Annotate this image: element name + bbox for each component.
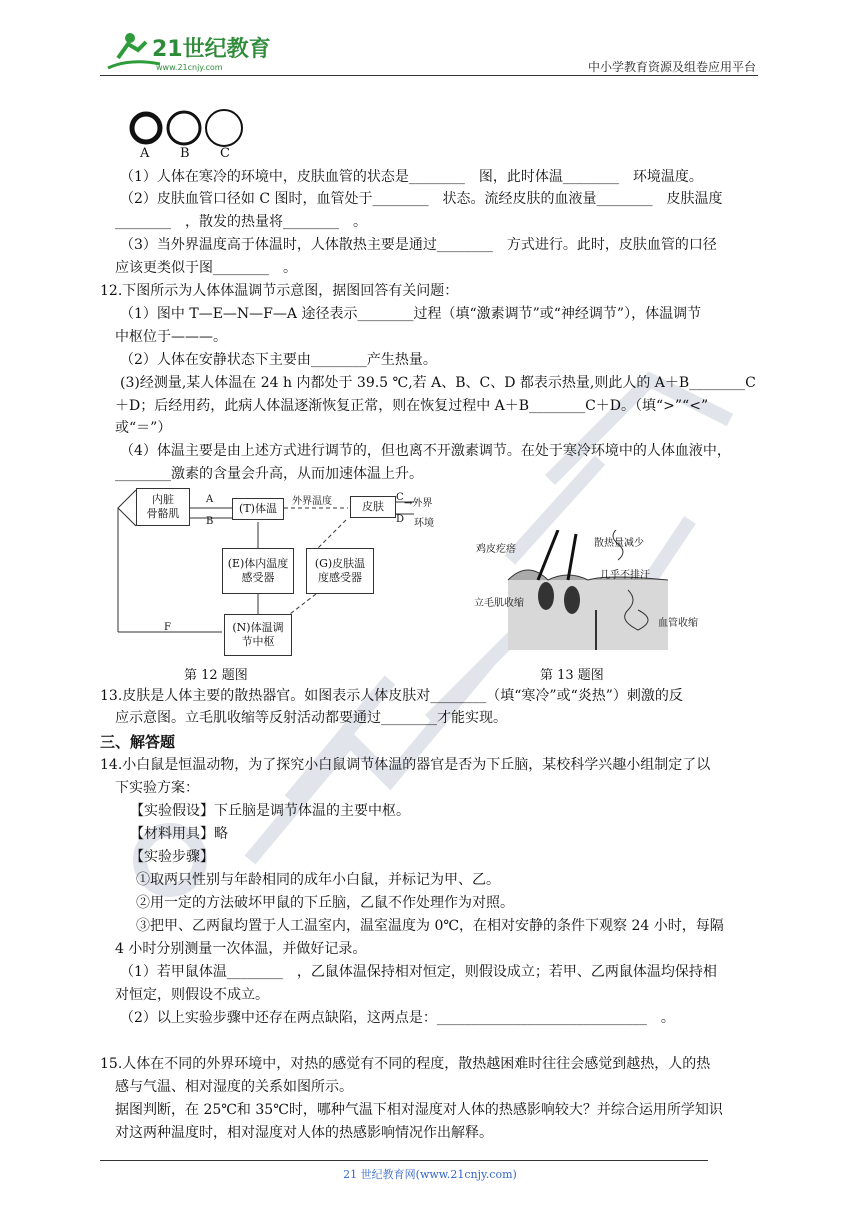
q11-line: 应该更类似于图________ 。 [115,260,297,276]
muscle-label: 立毛肌收缩 [474,598,524,609]
q14-line: 下实验方案： [115,780,199,796]
fig12-caption: 第 12 题图 [184,668,248,683]
outside-label: →外界 [404,498,433,509]
q12-line: （4）体温主要是由上述方式进行调节的，但也离不开激素调节。在处于寒冷环境中的人体血液中， [120,443,731,459]
arrow-label-b: B [206,516,214,527]
ring-label-b: B [180,146,190,161]
footer-link[interactable]: 21 世纪教育网(www.21cnjy.com) [343,1168,517,1181]
q14-line: （2）以上实验步骤中还存在两点缺陷，这两点是：______________________________ 。 [120,1010,675,1026]
body-temp-box: (T)体温 [232,498,284,520]
q14-line: 4 小时分别测量一次体温，并做好记录。 [115,941,367,957]
header-divider [100,75,758,76]
q12-line: ________激素的含量会升高，从而加速体温上升。 [115,466,423,482]
q14-line: 14.小白鼠是恒温动物，为了探究小白鼠调节体温的器官是否为下丘脑，某校科学兴趣小组制定了以 [100,757,711,773]
q11-line: （3）当外界温度高于体温时，人体散热主要是通过________ 方式进行。此时，皮肤血管的口径 [120,237,717,253]
svg-text:www.21cnjy.com: www.21cnjy.com [156,63,223,72]
arrow-label-f: F [164,622,171,633]
q14-line: （1）若甲鼠体温________ ，乙鼠体温保持相对恒定，则假设成立；若甲、乙两鼠体温均保持相 [120,964,717,980]
no-sweat-label: 几乎不排汗 [600,570,650,581]
ring-label-a: A [140,146,150,161]
q14-line: ②用一定的方法破坏甲鼠的下丘脑，乙鼠不作处理作为对照。 [136,895,514,911]
q14-line: 【实验步骤】 [130,849,214,865]
q13-line: 应示意图。立毛肌收缩等反射活动都要通过________才能实现。 [115,710,507,726]
ring-label-c: C [220,146,230,161]
q12-line: （1）图中 T—E—N—F—A 途径表示________过程（填“激素调节”或“神经调节”），体温调节 [120,306,702,322]
q12-line: 或“＝”） [115,420,172,436]
fig13-caption: 第 13 题图 [540,668,604,683]
environment-label: 环境 [414,518,434,529]
regulation-center-box: (N)体温调 节中枢 [224,614,292,656]
section-title: 三、解答题 [100,733,176,751]
footer-divider [100,1160,708,1161]
q15-line: 对这两种温度时，相对湿度对人体的热感影响情况作出解释。 [115,1125,493,1141]
q14-line: 【材料用具】略 [130,826,228,842]
arrow-label-c: C [396,492,404,503]
q11-line: （2）皮肤血管口径如 C 图时，血管处于________ 状态。流经皮肤的血液量________ 皮肤温度 [120,191,723,207]
skin-box: 皮肤 [350,496,396,518]
q12-stem: 12.下图所示为人体体温调节示意图，据图回答有关问题： [100,283,459,299]
arrow-label-a: A [206,494,214,505]
q11-line: （1）人体在寒冷的环境中，皮肤血管的状态是________ 图，此时体温________ 环境温度。 [120,169,703,185]
q12-line: 中枢位于———。 [115,329,227,345]
q14-line: 对恒定，则假设不成立。 [115,987,269,1003]
q15-line: 据图判断，在 25℃和 35℃时，哪种气温下相对湿度对人体的热感影响较大？并综合运用所学知识 [115,1102,723,1118]
q14-line: ①取两只性别与年龄相同的成年小白鼠，并标记为甲、乙。 [136,872,500,888]
q13-line: 13.皮肤是人体主要的散热器官。如图表示人体皮肤对________（填“寒冷”或“炎热”）刺激的反 [100,688,683,704]
site-logo [100,28,270,74]
vessel-label: 血管收缩 [658,618,698,629]
q12-line: （2）人体在安静状态下主要由________产生热量。 [120,352,437,368]
skin-receptor-box: (G)皮肤温 度感受器 [306,548,374,594]
q15-line: 15.人体在不同的外界环境中，对热的感觉有不同的程度，散热越困难时往往会感觉到越热，人的热 [100,1056,711,1072]
svg-text:21世纪教育: 21世纪教育 [152,37,270,62]
q12-line: (3)经测量,某人体温在 24 h 内都处于 39.5 ℃,若 A、B、C、D 都表示热量,则此人的 A＋B________C [120,375,756,391]
q12-line: ＋D；后经用药，此病人体温逐渐恢复正常，则在恢复过程中 A＋B________C＋D。（填“>”“<” [115,398,709,414]
q11-line: ________ ，散发的热量将________ 。 [115,214,367,230]
organs-box: 内脏 骨骼肌 [136,488,190,526]
platform-name: 中小学教育资源及组卷应用平台 [587,60,756,74]
q14-line: ③把甲、乙两鼠均置于人工温室内，温室温度为 0℃，在相对安静的条件下观察 24 小时，每隔 [136,918,724,934]
internal-receptor-box: (E)体内温度 感受器 [222,548,294,594]
arrow-label-d: D [396,514,405,525]
q15-line: 感与气温、相对湿度的关系如图所示。 [115,1079,353,1095]
q14-line: 【实验假设】下丘脑是调节体温的主要中枢。 [130,803,410,819]
external-temp-label: 外界温度 [292,496,332,507]
heat-loss-label: 散热量减少 [594,538,644,549]
goosebumps-label: 鸡皮疙瘩 [476,544,516,555]
